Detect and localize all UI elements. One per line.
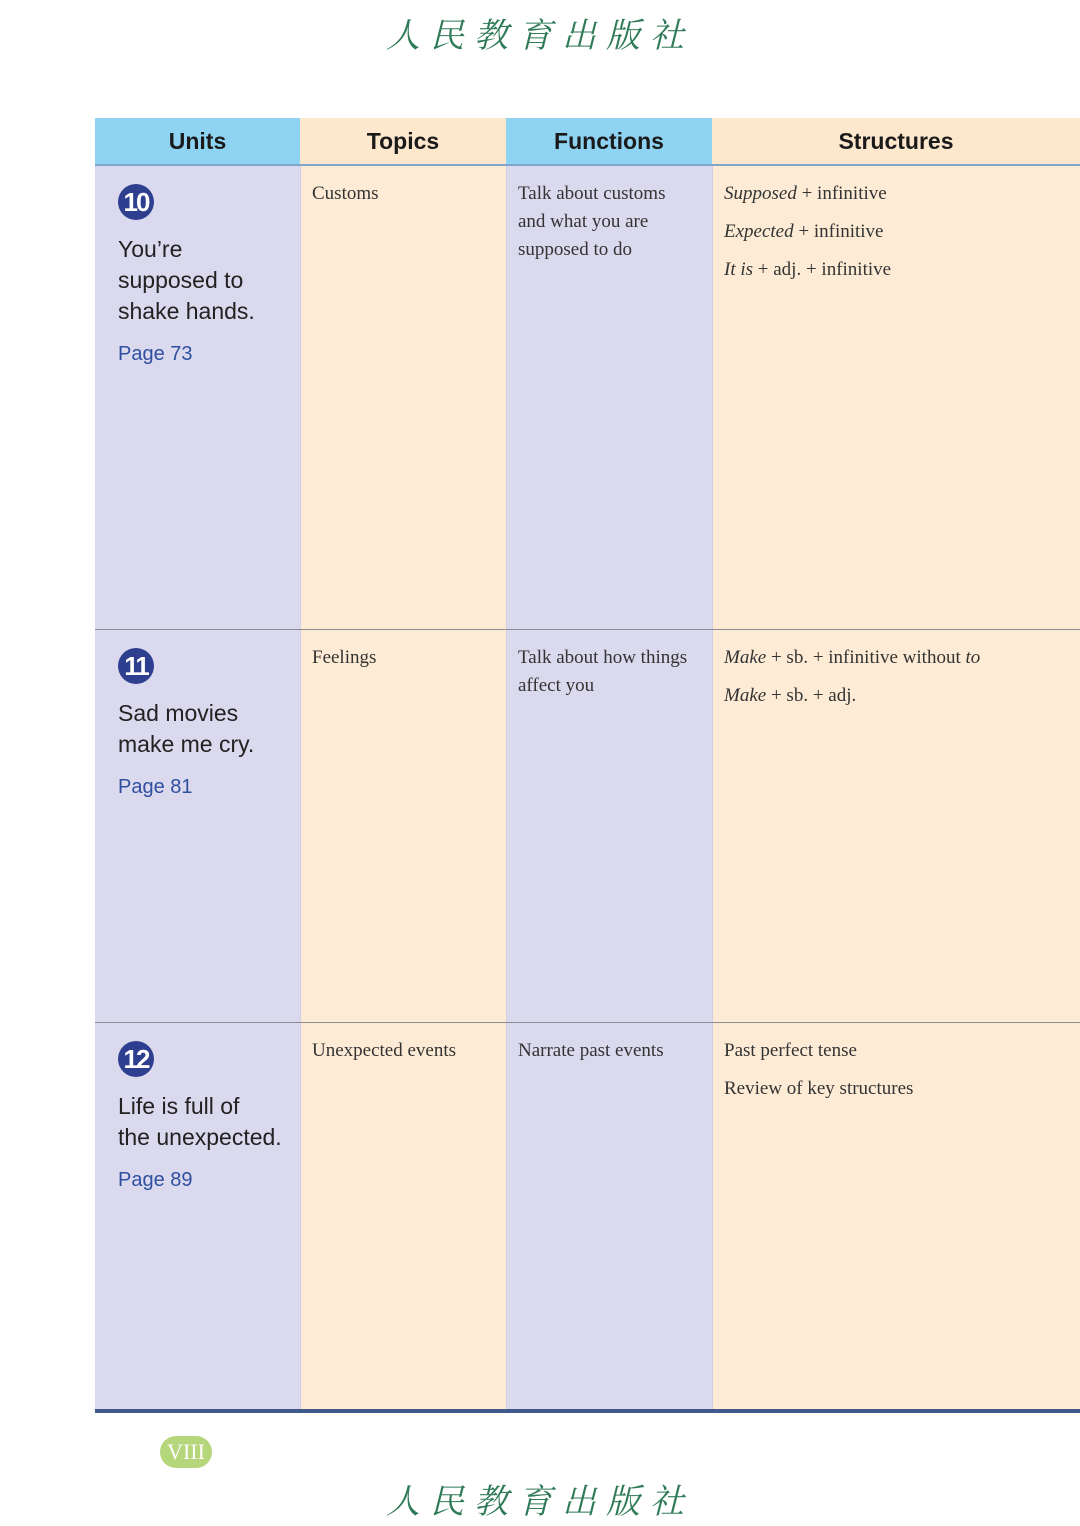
structures-column bbox=[712, 118, 1080, 1412]
function-line: supposed to do bbox=[518, 239, 632, 260]
unit-title-line: supposed to bbox=[118, 267, 244, 293]
unit-number-badge: 10 bbox=[118, 184, 154, 220]
unit-page-link[interactable]: Page 81 bbox=[118, 776, 193, 798]
unit-11 bbox=[118, 648, 293, 799]
function-line: Narrate past events bbox=[518, 1040, 664, 1061]
function-cell bbox=[518, 644, 708, 700]
unit-number-badge: 12 bbox=[118, 1041, 154, 1077]
header-structures: Structures bbox=[712, 118, 1080, 166]
topics-column bbox=[300, 118, 506, 1412]
structure-line: Make + sb. + infinitive without to bbox=[724, 647, 981, 668]
structure-line: Make + sb. + adj. bbox=[724, 685, 857, 706]
structures-cell bbox=[724, 1037, 1074, 1113]
publisher-logo-bottom: 人民教育出版社 bbox=[386, 1482, 694, 1522]
function-cell bbox=[518, 180, 708, 264]
structure-line: Review of key structures bbox=[724, 1078, 914, 1099]
column-divider bbox=[712, 165, 713, 1412]
unit-title-line: shake hands. bbox=[118, 298, 255, 324]
row-divider bbox=[95, 1022, 1080, 1023]
unit-12 bbox=[118, 1041, 293, 1192]
unit-10 bbox=[118, 184, 293, 366]
unit-title-line: Sad movies bbox=[118, 700, 239, 726]
unit-page-link[interactable]: Page 73 bbox=[118, 343, 193, 365]
column-divider bbox=[300, 165, 301, 1412]
function-line: and what you are bbox=[518, 211, 649, 232]
row-divider bbox=[95, 629, 1080, 630]
unit-title bbox=[118, 698, 293, 760]
unit-title-line: the unexpected. bbox=[118, 1124, 282, 1150]
unit-title-line: Life is full of bbox=[118, 1093, 240, 1119]
unit-page-link[interactable]: Page 89 bbox=[118, 1169, 193, 1191]
structure-line: Supposed + infinitive bbox=[724, 183, 887, 204]
header-topics: Topics bbox=[300, 118, 506, 166]
unit-title bbox=[118, 234, 293, 327]
unit-title bbox=[118, 1091, 293, 1153]
header-units: Units bbox=[95, 118, 300, 166]
topic-cell: Feelings bbox=[312, 647, 377, 668]
structure-line: It is + adj. + infinitive bbox=[724, 259, 892, 280]
unit-title-line: make me cry. bbox=[118, 731, 255, 757]
contents-table bbox=[95, 118, 1080, 1412]
table-bottom-rule bbox=[95, 1409, 1080, 1413]
function-cell bbox=[518, 1037, 708, 1065]
unit-number-badge: 11 bbox=[118, 648, 154, 684]
structures-cell bbox=[724, 644, 1074, 720]
header-functions: Functions bbox=[506, 118, 712, 166]
structure-line: Expected + infinitive bbox=[724, 221, 884, 242]
unit-title-line: You’re bbox=[118, 236, 183, 262]
functions-column bbox=[506, 118, 712, 1412]
structures-cell bbox=[724, 180, 1074, 294]
publisher-logo-top: 人民教育出版社 bbox=[386, 16, 694, 56]
function-line: Talk about how things bbox=[518, 647, 688, 668]
column-divider bbox=[506, 165, 507, 1412]
structure-line: Past perfect tense bbox=[724, 1040, 857, 1061]
function-line: affect you bbox=[518, 675, 595, 696]
topic-cell: Unexpected events bbox=[312, 1040, 457, 1061]
topic-cell: Customs bbox=[312, 183, 379, 204]
page-number-badge: VIII bbox=[160, 1436, 212, 1468]
function-line: Talk about customs bbox=[518, 183, 666, 204]
